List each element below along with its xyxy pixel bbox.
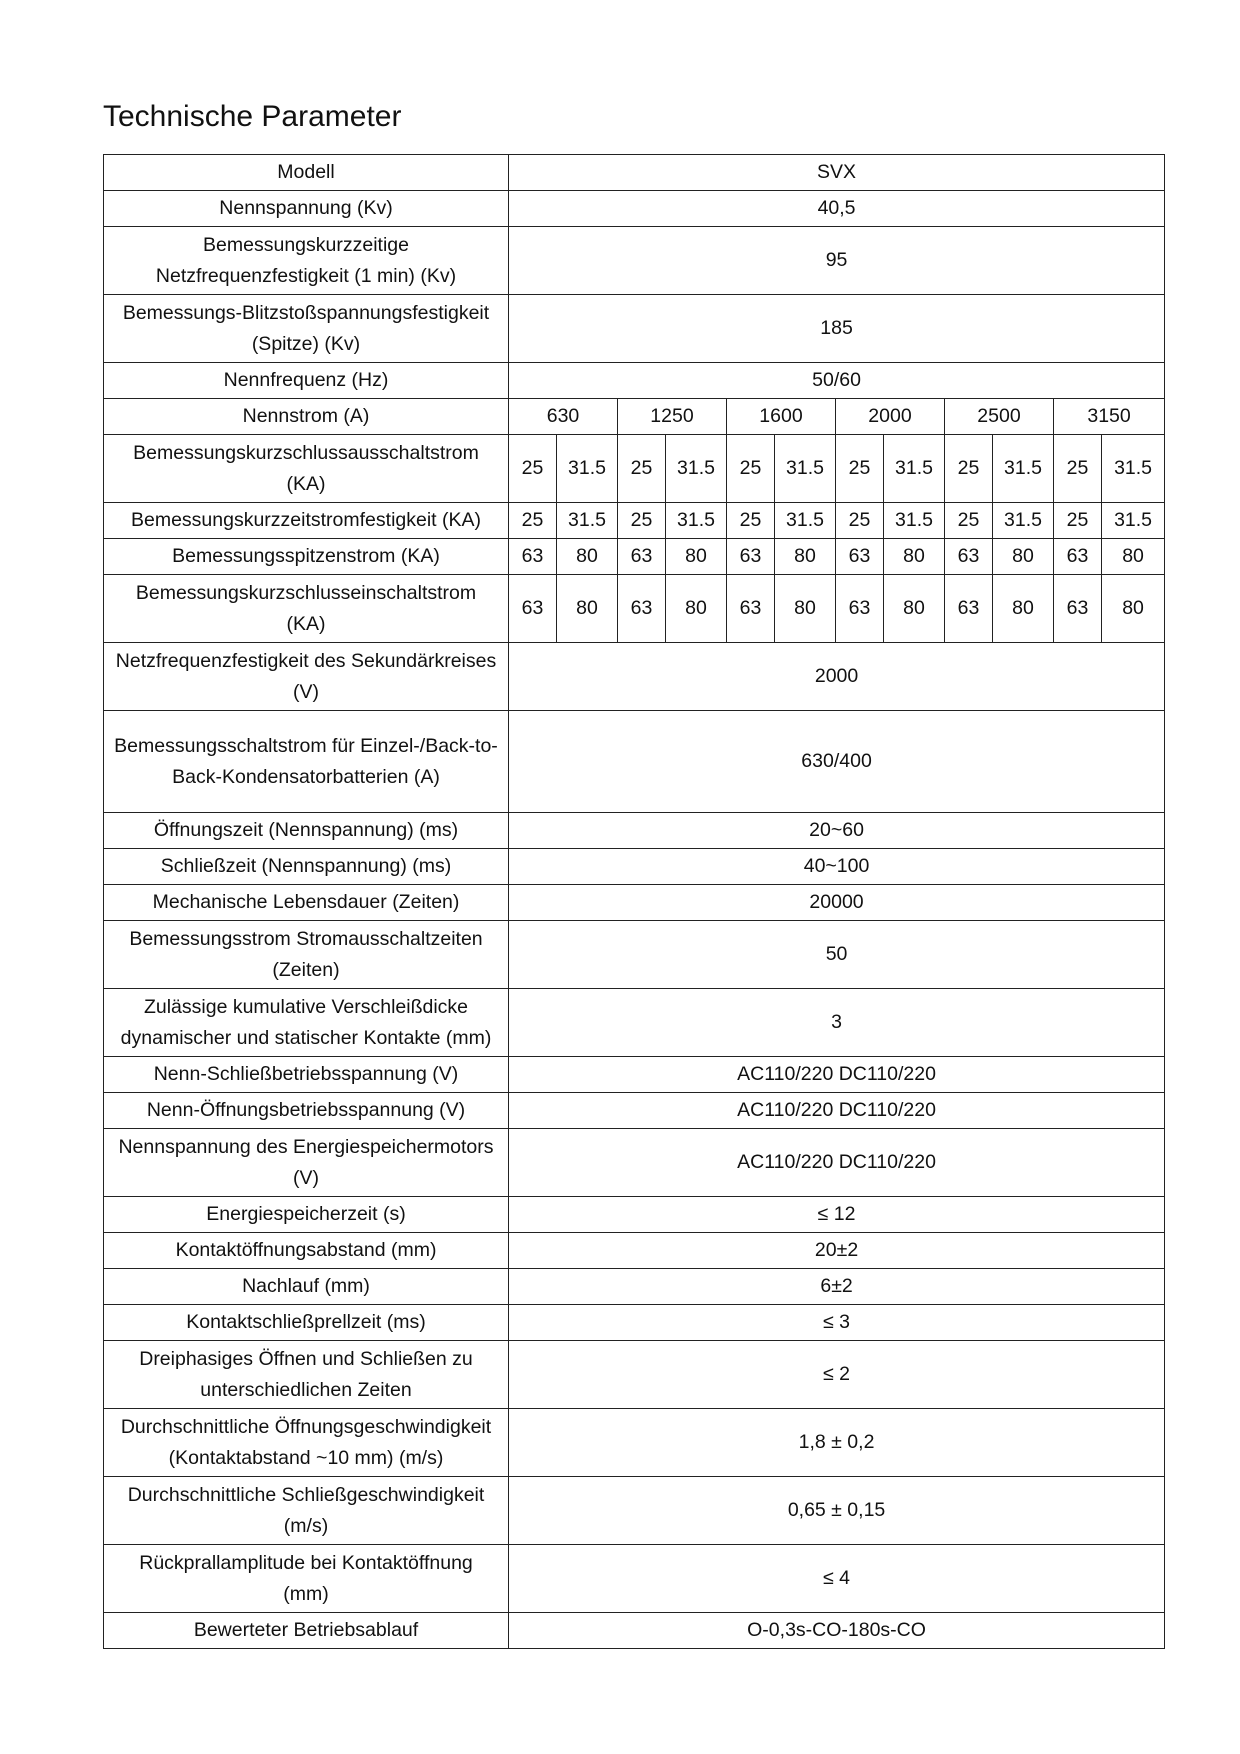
table-row [104,1093,1165,1129]
parameter-value: 25 [836,503,884,539]
parameter-value: O-0,3s-CO-180s-CO [509,1613,1165,1649]
parameter-value: 31.5 [993,435,1054,503]
table-row [104,885,1165,921]
parameter-label: Bemessungskurzzeitstromfestigkeit (KA) [104,503,509,539]
parameter-value: 25 [1054,503,1102,539]
parameter-value: 31.5 [884,435,945,503]
parameter-value: 31.5 [1102,503,1165,539]
parameter-value: 20000 [509,885,1165,921]
parameter-value: 63 [1054,575,1102,643]
parameter-label: Nachlauf (mm) [104,1269,509,1305]
parameter-value: 25 [618,503,666,539]
parameter-label: Bewerteter Betriebsablauf [104,1613,509,1649]
parameter-value: 25 [945,435,993,503]
parameter-label: Bemessungskurzschlussausschaltstrom (KA) [104,435,509,503]
table-row [104,1545,1165,1613]
table-row [104,539,1165,575]
table-row [104,1269,1165,1305]
parameter-value: ≤ 3 [509,1305,1165,1341]
rated-current-value: 630 [509,399,618,435]
parameter-label: Kontaktschließprellzeit (ms) [104,1305,509,1341]
rated-current-value: 3150 [1054,399,1165,435]
table-row [104,643,1165,711]
parameter-label: Durchschnittliche Schließgeschwindigkeit (m/s) [104,1477,509,1545]
parameter-value: ≤ 4 [509,1545,1165,1613]
parameter-value: 63 [618,539,666,575]
parameter-value: 31.5 [666,435,727,503]
parameter-value: 25 [836,435,884,503]
parameter-label: Bemessungskurzschlusseinschaltstrom (KA) [104,575,509,643]
table-row [104,227,1165,295]
parameter-label: Energiespeicherzeit (s) [104,1197,509,1233]
parameter-value: 50/60 [509,363,1165,399]
parameter-value: 80 [993,575,1054,643]
parameter-value: 80 [666,539,727,575]
parameter-value: 25 [509,503,557,539]
rated-current-value: 1250 [618,399,727,435]
parameter-value: 25 [618,435,666,503]
parameter-value: 63 [836,575,884,643]
table-row [104,1409,1165,1477]
parameter-value: 80 [775,575,836,643]
parameter-value: 63 [945,575,993,643]
rated-current-value: 2500 [945,399,1054,435]
parameter-label: Nennfrequenz (Hz) [104,363,509,399]
parameter-value: 80 [666,575,727,643]
table-row [104,849,1165,885]
parameter-label: Bemessungskurzzeitige Netzfrequenzfestigkeit (1 min) (Kv) [104,227,509,295]
parameter-label: Dreiphasiges Öffnen und Schließen zu unterschiedlichen Zeiten [104,1341,509,1409]
parameter-value: 20±2 [509,1233,1165,1269]
parameter-label: Rückprallamplitude bei Kontaktöffnung (mm) [104,1545,509,1613]
parameter-value: 80 [884,539,945,575]
parameter-value: 80 [884,575,945,643]
parameter-value: 63 [509,539,557,575]
parameter-value: 63 [727,539,775,575]
table-row [104,711,1165,813]
parameter-value: SVX [509,155,1165,191]
parameter-label: Durchschnittliche Öffnungsgeschwindigkeit (Kontaktabstand ~10 mm) (m/s) [104,1409,509,1477]
table-row [104,1197,1165,1233]
parameter-value: 185 [509,295,1165,363]
parameter-value: 80 [775,539,836,575]
parameter-label: Netzfrequenzfestigkeit des Sekundärkreises (V) [104,643,509,711]
parameter-label: Bemessungsstrom Stromausschaltzeiten (Zeiten) [104,921,509,989]
parameter-value: 31.5 [993,503,1054,539]
table-row [104,503,1165,539]
parameter-value: 20~60 [509,813,1165,849]
parameter-label: Schließzeit (Nennspannung) (ms) [104,849,509,885]
parameter-value: 25 [509,435,557,503]
parameter-value: 63 [945,539,993,575]
table-row [104,989,1165,1057]
parameter-label: Nennspannung (Kv) [104,191,509,227]
parameter-value: ≤ 12 [509,1197,1165,1233]
parameter-value: 0,65 ± 0,15 [509,1477,1165,1545]
parameter-value: 31.5 [557,503,618,539]
parameter-value: 31.5 [884,503,945,539]
parameter-value: 31.5 [1102,435,1165,503]
parameter-value: 50 [509,921,1165,989]
table-row [104,1613,1165,1649]
parameter-value: 40,5 [509,191,1165,227]
parameter-value: 80 [1102,575,1165,643]
parameter-value: 31.5 [775,435,836,503]
rated-current-value: 2000 [836,399,945,435]
parameter-label: Modell [104,155,509,191]
parameter-value: 630/400 [509,711,1165,813]
table-row [104,1233,1165,1269]
parameter-label: Bemessungs-Blitzstoßspannungsfestigkeit (Spitze) (Kv) [104,295,509,363]
parameter-value: AC110/220 DC110/220 [509,1093,1165,1129]
parameter-label: Zulässige kumulative Verschleißdicke dynamischer und statischer Kontakte (mm) [104,989,509,1057]
table-row [104,921,1165,989]
parameter-label: Nennspannung des Energiespeichermotors (V) [104,1129,509,1197]
technical-parameters-table [103,154,1165,1649]
parameter-value: 25 [727,435,775,503]
parameter-value: 80 [993,539,1054,575]
parameter-label: Nennstrom (A) [104,399,509,435]
parameter-value: 31.5 [557,435,618,503]
parameter-value: 31.5 [775,503,836,539]
table-row [104,1341,1165,1409]
parameter-value: AC110/220 DC110/220 [509,1129,1165,1197]
parameter-value: 80 [557,539,618,575]
table-row [104,575,1165,643]
table-row [104,155,1165,191]
parameter-value: 63 [1054,539,1102,575]
parameter-label: Nenn-Schließbetriebsspannung (V) [104,1057,509,1093]
parameter-value: AC110/220 DC110/220 [509,1057,1165,1093]
parameter-label: Mechanische Lebensdauer (Zeiten) [104,885,509,921]
parameter-value: 2000 [509,643,1165,711]
parameter-value: 1,8 ± 0,2 [509,1409,1165,1477]
parameter-value: ≤ 2 [509,1341,1165,1409]
page-title: Technische Parameter [103,100,402,133]
parameter-label: Kontaktöffnungsabstand (mm) [104,1233,509,1269]
parameter-label: Bemessungsschaltstrom für Einzel-/Back-to-Back-Kondensatorbatterien (A) [104,711,509,813]
table-row [104,295,1165,363]
parameter-value: 63 [618,575,666,643]
parameter-value: 80 [1102,539,1165,575]
parameter-value: 63 [509,575,557,643]
parameter-value: 95 [509,227,1165,295]
parameter-value: 25 [945,503,993,539]
parameter-value: 6±2 [509,1269,1165,1305]
parameter-label: Öffnungszeit (Nennspannung) (ms) [104,813,509,849]
table-row [104,1129,1165,1197]
table-row [104,363,1165,399]
parameter-label: Nenn-Öffnungsbetriebsspannung (V) [104,1093,509,1129]
table-row [104,813,1165,849]
parameter-value: 25 [727,503,775,539]
parameter-value: 63 [727,575,775,643]
table-row [104,435,1165,503]
parameter-value: 63 [836,539,884,575]
parameter-value: 25 [1054,435,1102,503]
table-row [104,399,1165,435]
parameter-value: 31.5 [666,503,727,539]
parameter-value: 40~100 [509,849,1165,885]
rated-current-value: 1600 [727,399,836,435]
parameter-value: 80 [557,575,618,643]
table-row [104,1477,1165,1545]
table-row [104,191,1165,227]
parameter-label: Bemessungsspitzenstrom (KA) [104,539,509,575]
table-row [104,1057,1165,1093]
parameter-value: 3 [509,989,1165,1057]
table-row [104,1305,1165,1341]
